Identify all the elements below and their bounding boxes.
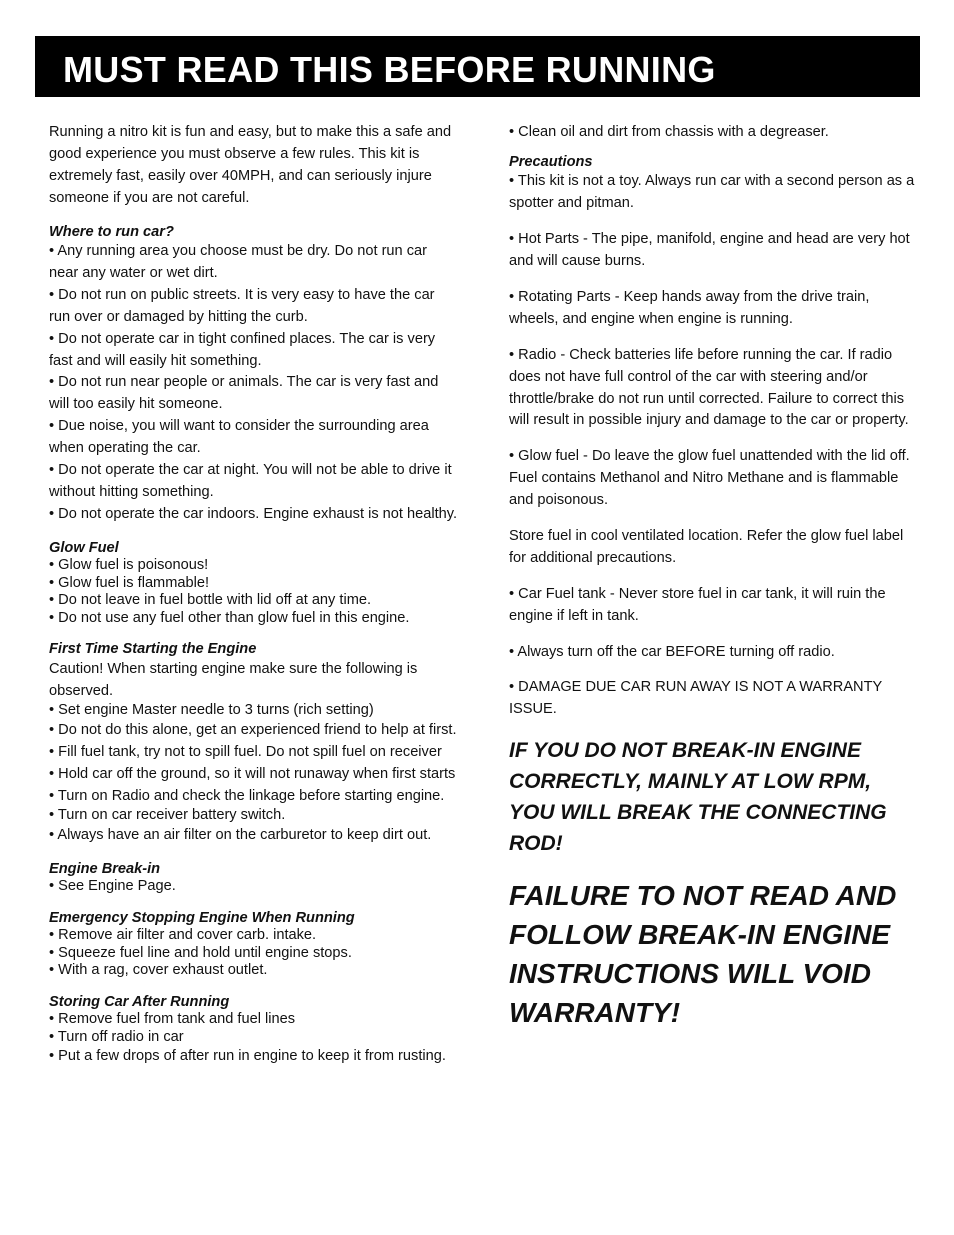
list-item: • Do not run on public streets. It is very easy to have the car run over or damaged by hitting the curb. (49, 286, 435, 325)
list-item: Caution! When starting engine make sure the following is observed. (49, 660, 418, 699)
list-item: • Due noise, you will want to consider the surrounding area when operating the car. (49, 418, 429, 457)
section-glow-fuel (49, 540, 459, 628)
list-item: • Squeeze fuel line and hold until engine stops. (49, 944, 352, 961)
list-item: • Glow fuel is poisonous! (49, 557, 209, 574)
precaution-paragraph: • Radio - Check batteries life before running the car. If radio does not have full control of the car with steering and/or throttle/brake do not run until corrected. Failure to correct this will result in possible injury and damage to the car or property. (509, 346, 909, 429)
list-item: • Hold car off the ground, so it will not runaway when first starts (49, 765, 456, 782)
precautions-title: Precautions (509, 153, 593, 170)
section-first-time-starting (49, 641, 459, 847)
section-title: Glow Fuel (49, 539, 119, 556)
section-title: Engine Break-in (49, 860, 161, 877)
right-column (509, 122, 917, 1032)
section-storing-car (49, 994, 459, 1068)
list-item: • Turn on Radio and check the linkage before starting engine. (49, 787, 445, 804)
intro-paragraph: Running a nitro kit is fun and easy, but to make this a safe and good experience you must observe a few rules. This kit is extremely fast, easily over 40MPH, and can seriously injure someone if you are not careful. (49, 124, 452, 206)
left-column (49, 122, 459, 1082)
page-title: MUST READ THIS BEFORE RUNNING (63, 49, 716, 90)
section-title: Storing Car After Running (49, 993, 230, 1010)
list-item: • Turn on car receiver battery switch. (49, 807, 286, 824)
precaution-paragraph: • Always turn off the car BEFORE turning off radio. (509, 643, 835, 660)
list-item: • See Engine Page. (49, 878, 176, 895)
list-item: • Do not operate the car indoors. Engine exhaust is not healthy. (49, 505, 458, 522)
list-item: • Do not operate car in tight confined places. The car is very fast and will easily hit something. (49, 330, 436, 369)
section-title: Where to run car? (49, 223, 174, 240)
list-item: • Set engine Master needle to 3 turns (rich setting) (49, 702, 374, 719)
section-title: Emergency Stopping Engine When Running (49, 909, 355, 926)
precaution-paragraph: Store fuel in cool ventilated location. Refer the glow fuel label for additional precautions. (509, 527, 904, 566)
precaution-paragraph: • Hot Parts - The pipe, manifold, engine and head are very hot and will cause burns. (509, 231, 910, 270)
title-banner (35, 36, 920, 97)
list-item: • With a rag, cover exhaust outlet. (49, 962, 268, 979)
list-item: • Remove fuel from tank and fuel lines (49, 1011, 296, 1028)
precaution-paragraph: • Car Fuel tank - Never store fuel in car tank, it will ruin the engine if left in tank. (509, 585, 886, 624)
list-item: • Turn off radio in car (49, 1028, 184, 1045)
list-item: • Do not run near people or animals. The car is very fast and will too easily hit someone. (49, 374, 439, 413)
list-item: • Do not leave in fuel bottle with lid off at any time. (49, 592, 372, 609)
section-where-to-run (49, 224, 459, 526)
precaution-paragraph: • Glow fuel - Do leave the glow fuel unattended with the lid off. Fuel contains Methanol and Nitro Methane and is flammable and poisonous. (509, 448, 910, 509)
list-item: • Always have an air filter on the carburetor to keep dirt out. (49, 826, 432, 843)
precaution-paragraph: • Rotating Parts - Keep hands away from the drive train, wheels, and engine when engine is running. (509, 288, 870, 327)
list-item: • Do not do this alone, get an experienced friend to help at first. (49, 721, 457, 738)
list-item: • Put a few drops of after run in engine to keep it from rusting. (49, 1048, 446, 1065)
list-item: • Any running area you choose must be dry. Do not run car near any water or wet dirt. (49, 243, 427, 281)
list-item: • Fill fuel tank, try not to spill fuel. Do not spill fuel on receiver (49, 743, 442, 760)
list-item: • Remove air filter and cover carb. intake. (49, 927, 317, 944)
warranty-warning: FAILURE TO NOT READ AND FOLLOW BREAK-IN ENGINE INSTRUCTIONS WILL VOID WARRANTY! (509, 879, 897, 1029)
list-item: • Clean oil and dirt from chassis with a degreaser. (509, 124, 829, 140)
list-item: • Glow fuel is flammable! (49, 574, 210, 591)
precaution-paragraph: • This kit is not a toy. Always run car with a second person as a spotter and pitman. (509, 173, 915, 212)
section-engine-break-in (49, 861, 459, 896)
section-emergency-stopping (49, 910, 459, 980)
list-item: • Do not operate the car at night. You will not be able to drive it without hitting something. (49, 461, 452, 500)
precaution-paragraph: • DAMAGE DUE CAR RUN AWAY IS NOT A WARRANTY ISSUE. (509, 679, 882, 718)
section-title: First Time Starting the Engine (49, 641, 257, 658)
break-in-warning: IF YOU DO NOT BREAK-IN ENGINE CORRECTLY, MAINLY AT LOW RPM, YOU WILL BREAK THE CONNECTING ROD! (509, 739, 887, 856)
list-item: • Do not use any fuel other than glow fuel in this engine. (49, 609, 410, 626)
